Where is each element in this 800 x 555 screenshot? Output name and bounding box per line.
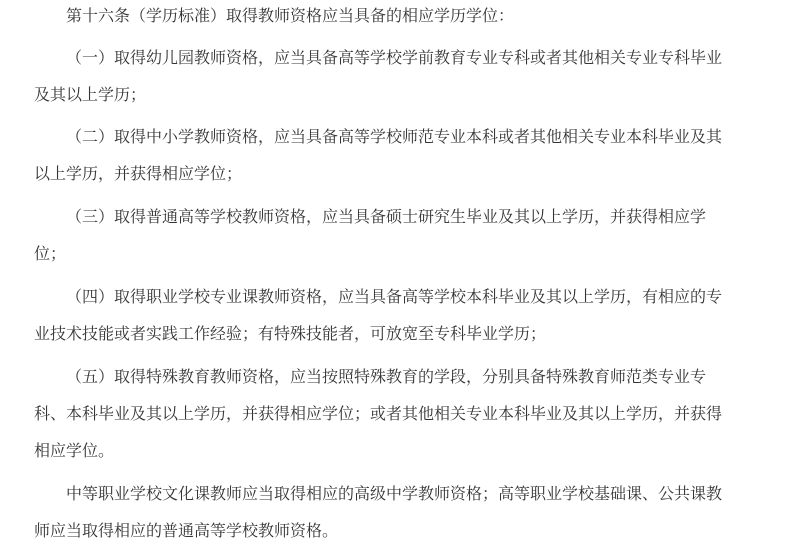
item-2-line-2: 以上学历，并获得相应学位； [34, 164, 243, 183]
item-5-line-1: （五）取得特殊教育教师资格，应当按照特殊教育的学段，分别具备特殊教育师范类专业专 [66, 367, 707, 386]
item-3-line-2: 位； [34, 244, 67, 263]
item-1-line-1: （一）取得幼儿园教师资格，应当具备高等学校学前教育专业专科或者其他相关专业专科毕业 [66, 48, 723, 67]
item-5-line-3: 相应学位。 [34, 441, 115, 460]
closing-line-1: 中等职业学校文化课教师应当取得相应的高级中学教师资格；高等职业学校基础课、公共课教 [66, 484, 723, 503]
item-4-line-1: （四）取得职业学校专业课教师资格，应当具备高等学校本科毕业及其以上学历，有相应的专 [66, 287, 723, 306]
closing-line-2: 师应当取得相应的普通高等学校教师资格。 [34, 521, 339, 540]
item-4-line-2: 业技术技能或者实践工作经验；有特殊技能者，可放宽至专科毕业学历； [34, 324, 547, 343]
item-1-line-2: 及其以上学历； [34, 85, 147, 104]
item-3-line-1: （三）取得普通高等学校教师资格，应当具备硕士研究生毕业及其以上学历，并获得相应学 [66, 207, 707, 226]
article-heading: 第十六条（学历标准）取得教师资格应当具备的相应学历学位： [66, 6, 515, 25]
item-2-line-1: （二）取得中小学教师资格，应当具备高等学校师范专业本科或者其他相关专业本科毕业及其 [66, 127, 723, 146]
item-5-line-2: 科、本科毕业及其以上学历，并获得相应学位；或者其他相关专业本科毕业及其以上学历，并获得 [34, 404, 723, 423]
